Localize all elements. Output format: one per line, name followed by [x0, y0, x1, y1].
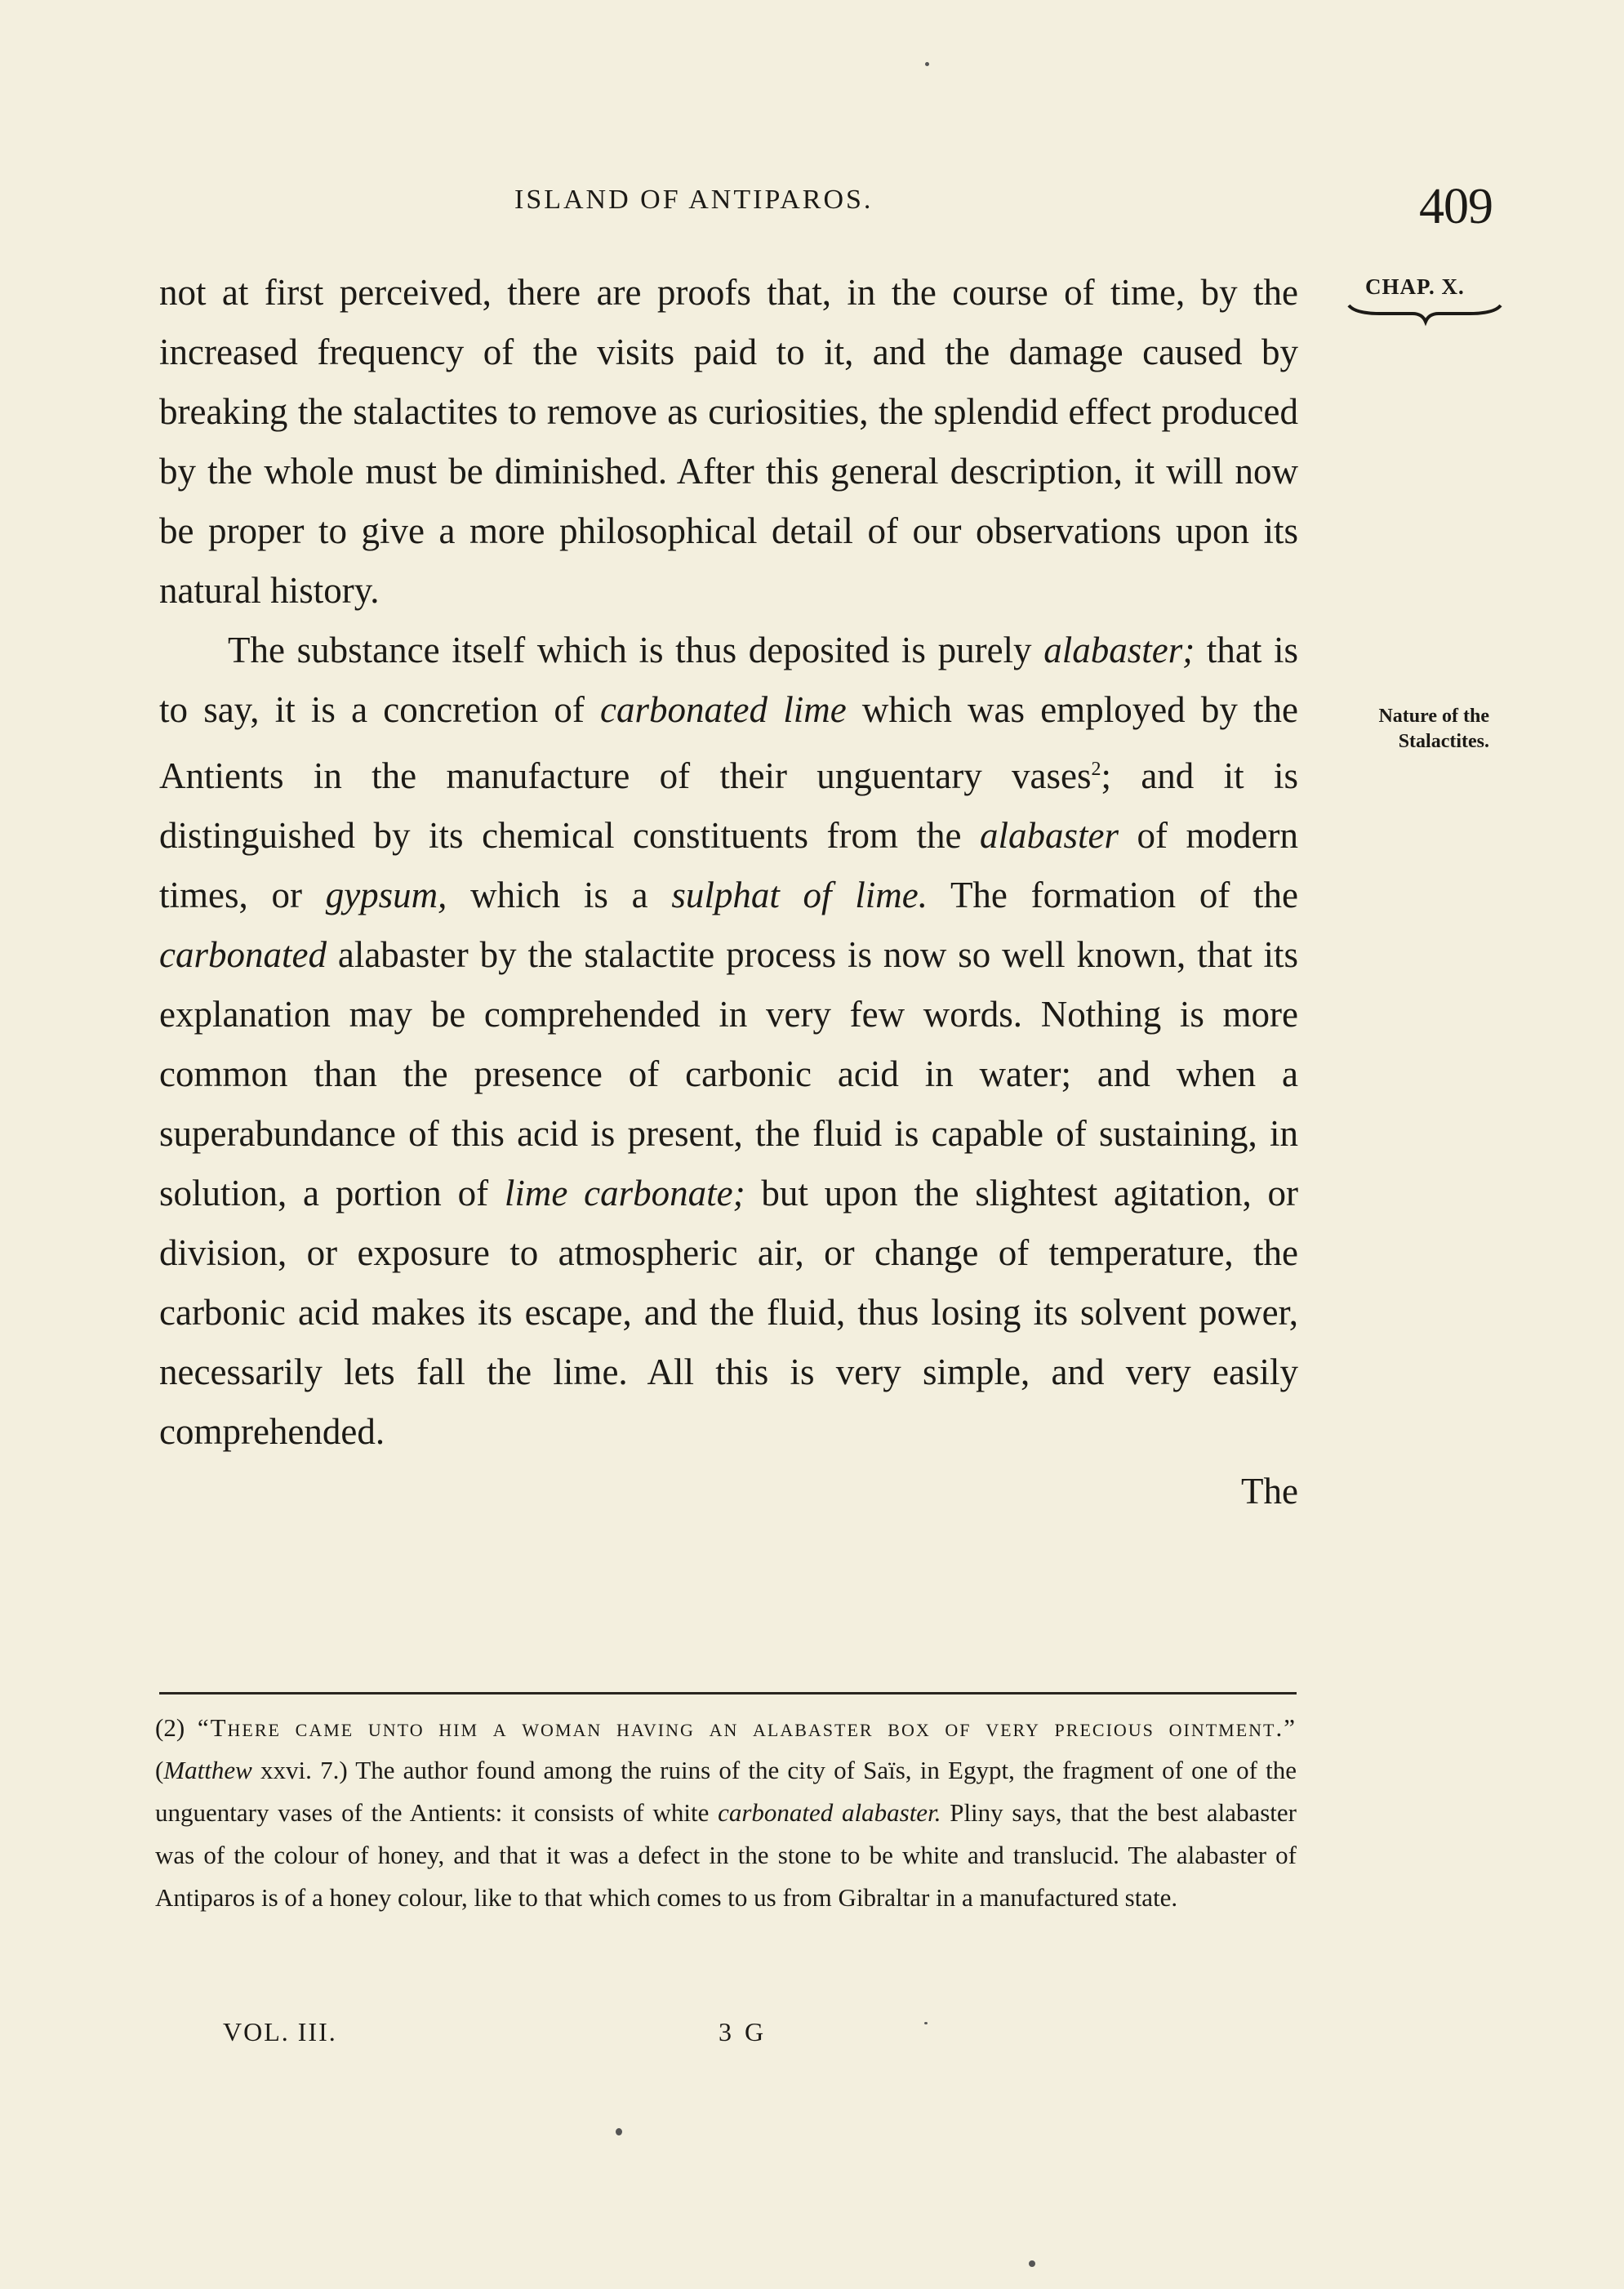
margin-note-nature-line2: Stalactites. — [1398, 731, 1489, 752]
margin-note-chapter: CHAP. X. — [1365, 274, 1465, 299]
footnote — [155, 1707, 1297, 1919]
catchword: The — [1241, 1471, 1298, 1512]
margin-note-nature — [1333, 704, 1489, 755]
paragraph-1: not at first perceived, there are proofs that, in the course of time, by the increased frequency of the visits paid to it, and the damage caused by breaking the stalactites to remove as curiosities, the splendid effect produced by the whole must be diminished. After this general description, it will now be proper to give a more philosophical detail of our observations upon its natural history. — [159, 272, 1298, 611]
margin-note-nature-line1: Nature of the — [1378, 706, 1489, 727]
footnote-text: (2) “There came unto him a woman having an alabaster box of very precious ointment.” (Matthew xxvi. 7.) The author found among the ruins of the city of Saïs, in Egypt, the fragment of one of the unguentary vases of the Antients: it consists of white carbonated alabaster. Pliny says, that the best alabaster was of the colour of honey, and that it was a defect in the stone to be white and translucid. The alabaster of Antiparos is of a honey colour, like to that which comes to us from Gibraltar in a manufactured state. — [155, 1713, 1297, 1912]
footnote-rule — [159, 1692, 1297, 1694]
paper-speck — [1029, 2260, 1035, 2267]
paper-speck — [616, 2128, 622, 2135]
main-text — [159, 263, 1298, 1521]
running-head: ISLAND OF ANTIPAROS. — [514, 185, 874, 215]
volume-mark: VOL. III. — [223, 2017, 337, 2046]
brace-ornament — [1347, 302, 1502, 327]
signature-mark: 3 G — [719, 2017, 768, 2046]
paragraph-2: The substance itself which is thus deposited is purely alabaster; that is to say, it is a concretion of carbonated lime which was employed by the Antients in the manufacture of their unguentary vases$^2$; and it is distinguished by its chemical constituents from the alabaster of modern times, or gypsum, which is a sulphat of lime. The formation of the carbonated alabaster by the stalactite process is now so well known, that its explanation may be comprehended in very few words. Nothing is more common than the presence of carbonic acid in water; and when a superabundance of this acid is present, the fluid is capable of sustaining, in solution, a portion of lime carbonate; but upon the slightest agitation, or division, or exposure to atmospheric air, or change of temperature, the carbonic acid makes its escape, and the fluid, thus losing its solvent power, necessarily lets fall the lime. All this is very simple, and very easily comprehended. — [159, 630, 1299, 1452]
paper-speck — [924, 2022, 928, 2024]
paper-speck — [925, 62, 929, 66]
page-number: 409 — [1419, 179, 1493, 234]
footnote-reference: 2 — [1091, 759, 1101, 780]
